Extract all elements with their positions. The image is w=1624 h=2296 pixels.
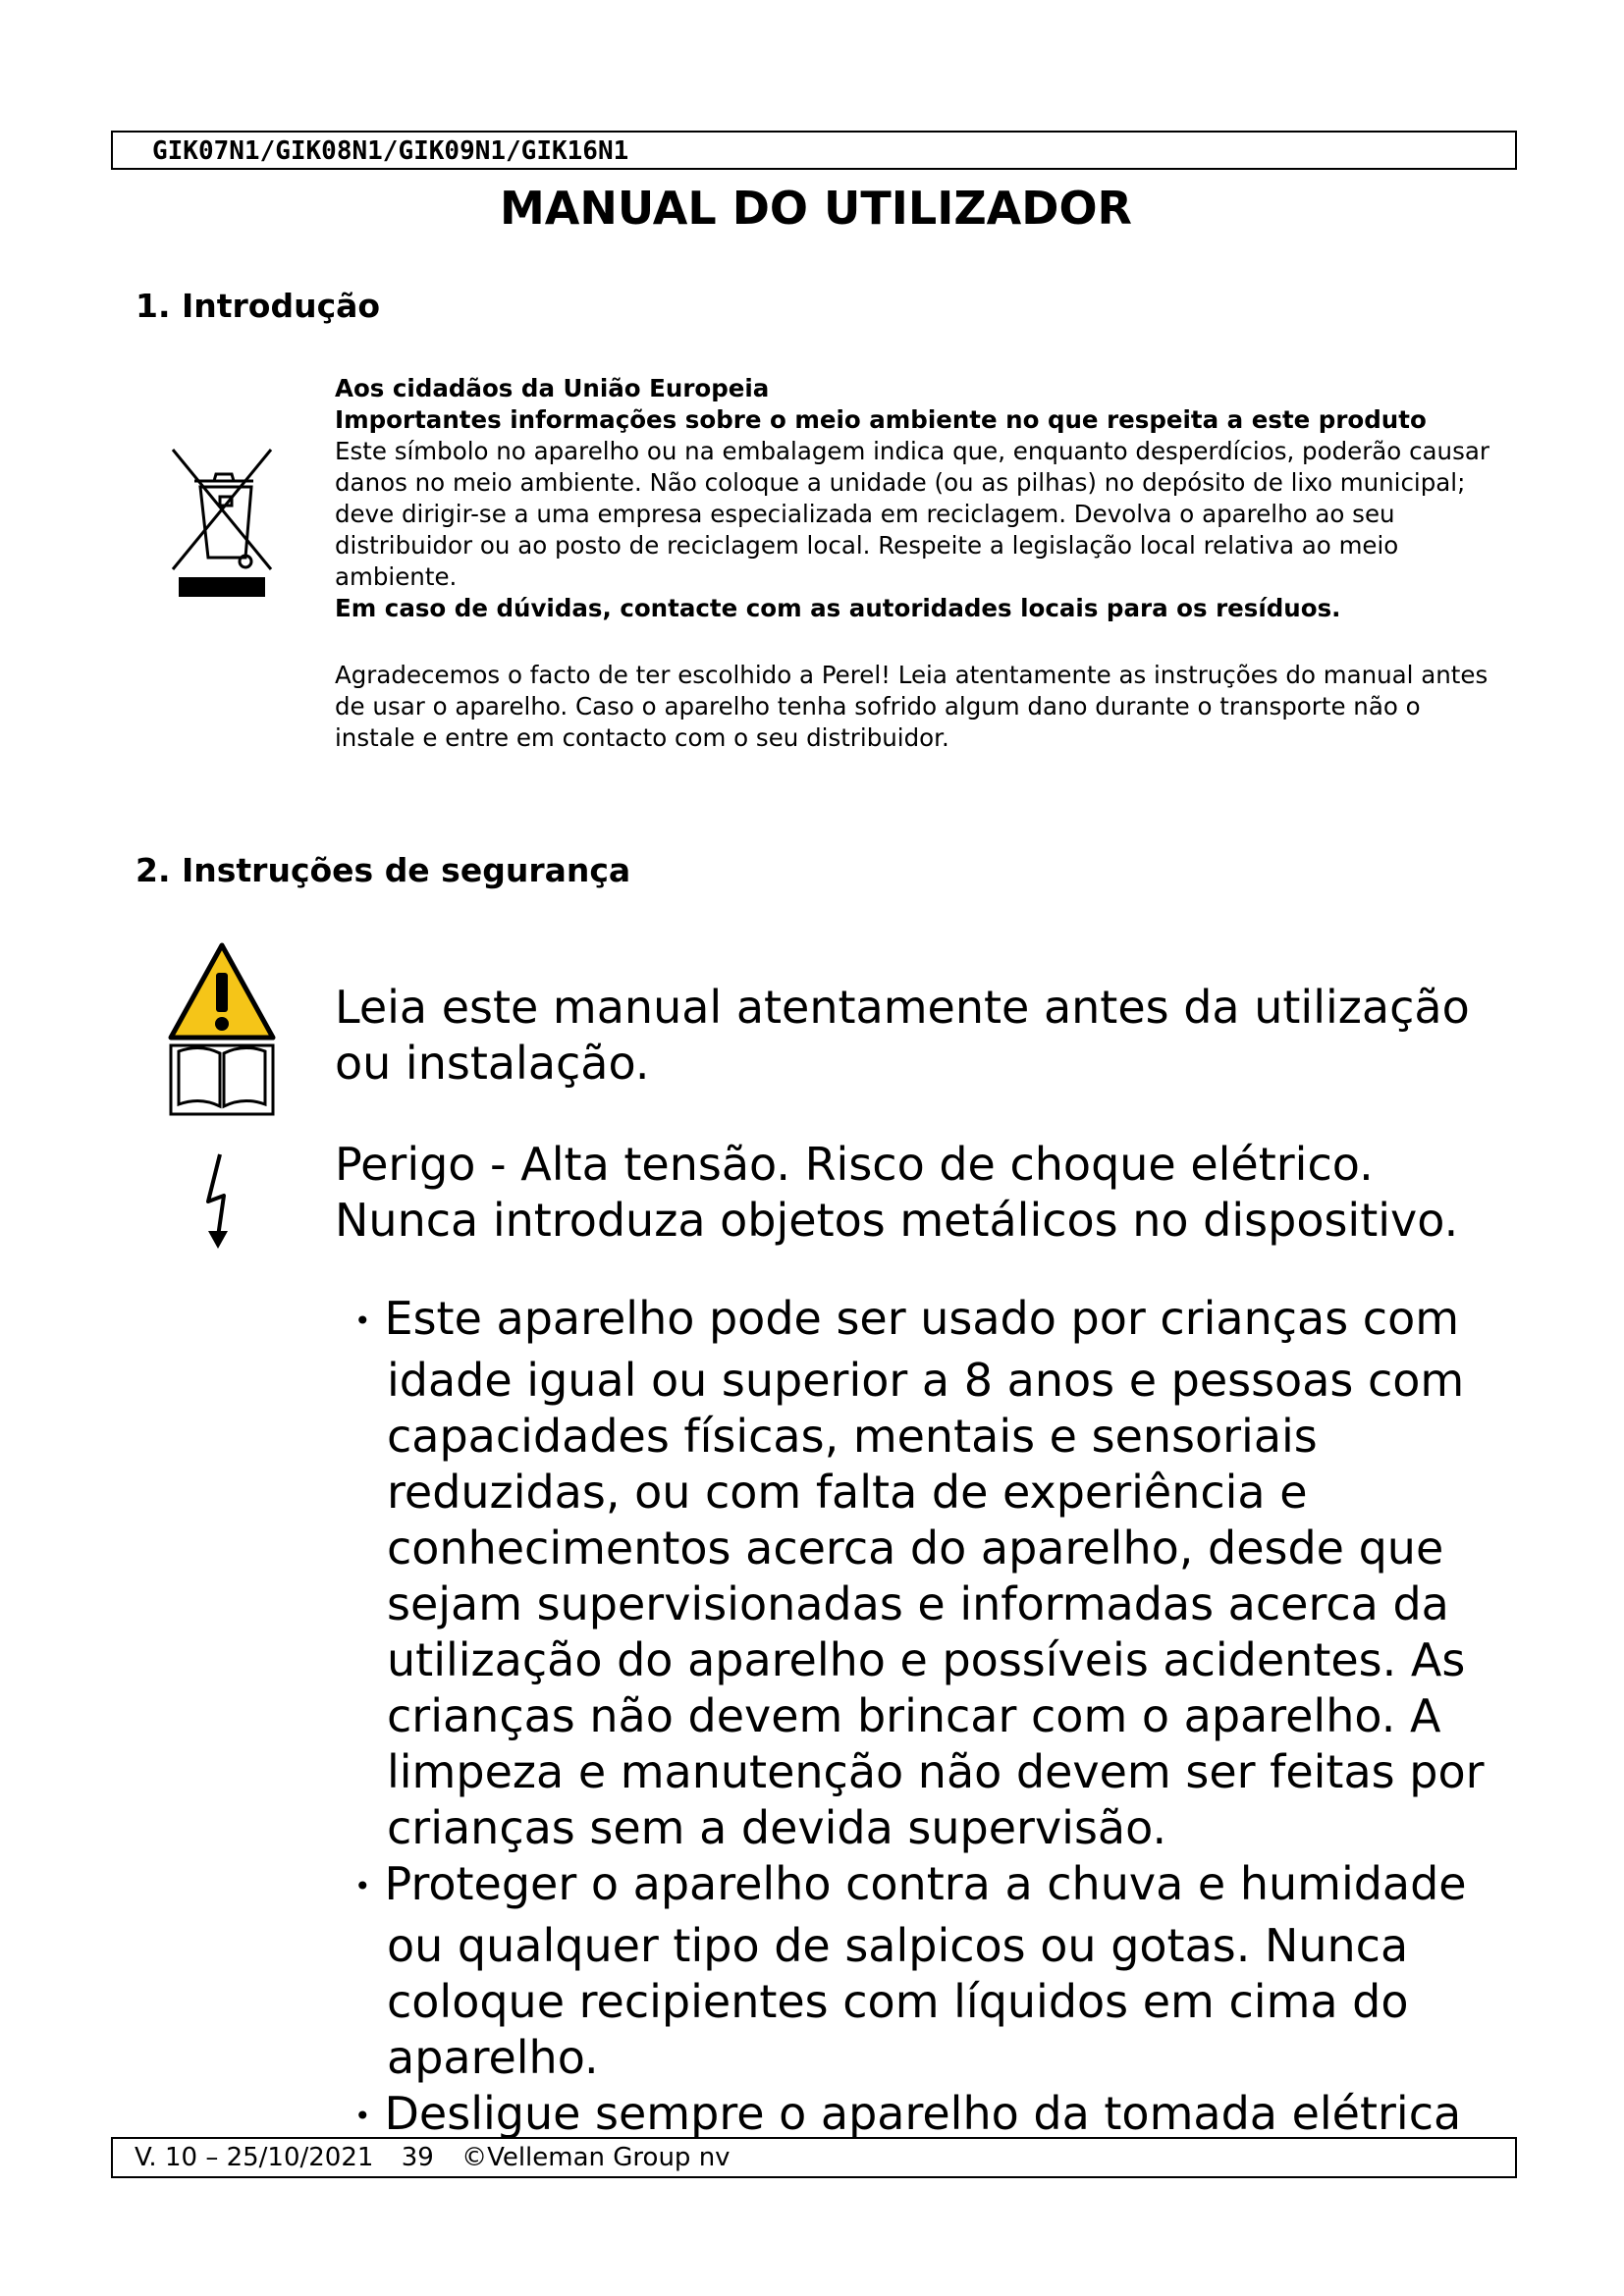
- page-number: 39: [401, 2143, 434, 2172]
- thanks-text: Agradecemos o facto de ter escolhido a Perel! Leia atentamente as instruções do manual antes de usar o aparelho. Caso o aparelho tenha sofrido algum dano durante o transporte não o instale e entre em contacto com o seu distribuidor.: [335, 661, 1489, 752]
- doubt-text: Em caso de dúvidas, contacte com as autoridades locais para os resíduos.: [335, 594, 1341, 622]
- read-manual-text: Leia este manual atentamente antes da utilização ou instalação.: [335, 981, 1470, 1090]
- safety-bullet-list: [332, 1291, 1520, 2148]
- high-voltage-bolt-icon: [200, 1152, 244, 1251]
- section-2-heading: 2. Instruções de segurança: [135, 851, 631, 889]
- page-title: MANUAL DO UTILIZADOR: [500, 182, 1132, 235]
- copyright: ©Velleman Group nv: [461, 2143, 731, 2172]
- model-numbers: GIK07N1/GIK08N1/GIK09N1/GIK16N1: [152, 136, 629, 166]
- header-box: [111, 131, 1517, 170]
- environment-text: Este símbolo no aparelho ou na embalagem indica que, enquanto desperdícios, poderão causar danos no meio ambiente. Não coloque a unidade (ou as pilhas) no depósito de lixo municipal; deve dirigir-se a uma empresa especializada em reciclagem. Devolva o aparelho ao seu distribuidor ou ao posto de reciclagem local. Respeite a legislação local relativa ao meio ambiente.: [335, 437, 1489, 591]
- warning-read-manual-icon: [167, 939, 277, 1118]
- version-date: V. 10 – 25/10/2021: [135, 2143, 374, 2172]
- eu-citizens-heading: Aos cidadãos da União Europeia: [335, 374, 770, 402]
- environment-heading: Importantes informações sobre o meio ambiente no que respeita a este produto: [335, 405, 1427, 434]
- intro-block: [335, 373, 1493, 754]
- weee-bin-icon: [165, 442, 283, 599]
- list-item: • Este aparelho pode ser usado por crianças com idade igual ou superior a 8 anos e pessoas com capacidades físicas, mentais e sensoriais reduzidas, ou com falta de experiência e conhecimentos acerca do aparelho, desde que sejam supervisionadas e informadas acerca da utilização do aparelho e possíveis acidentes. As crianças não devem brincar com o aparelho. A limpeza e manutenção não devem ser feitas por crianças sem a devida supervisão.: [332, 1291, 1520, 1856]
- danger-text-block: [335, 1137, 1513, 1249]
- list-item: • Proteger o aparelho contra a chuva e humidade ou qualquer tipo de salpicos ou gotas. Nunca coloque recipientes com líquidos em cima do aparelho.: [332, 1856, 1520, 2086]
- section-1-heading: 1. Introdução: [135, 287, 381, 325]
- read-manual-text-block: [335, 980, 1513, 1092]
- list-item: • Desligue sempre o aparelho da tomada elétrica: [332, 2086, 1520, 2148]
- danger-text: Perigo - Alta tensão. Risco de choque elétrico. Nunca introduza objetos metálicos no dispositivo.: [335, 1138, 1459, 1247]
- footer-box: [111, 2137, 1517, 2178]
